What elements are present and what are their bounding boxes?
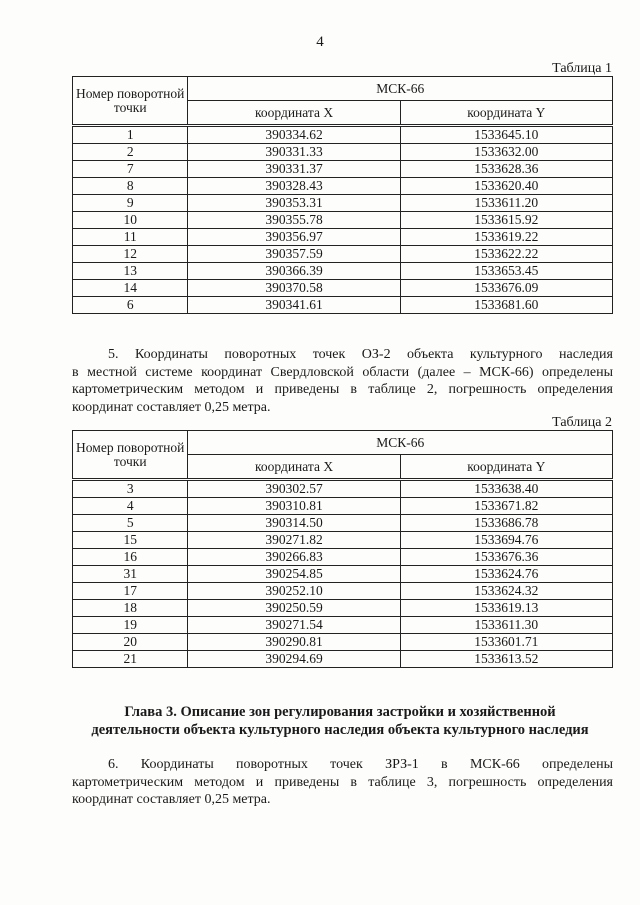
table-row [73, 617, 613, 634]
table-row [73, 498, 613, 515]
point-number-cell: 15 [73, 532, 188, 549]
paragraph-line: картометрическим методом и приведены в таблице 3, погрешность определения [72, 774, 613, 790]
coord-y-cell: 1533676.36 [400, 549, 612, 566]
coord-x-cell: 390357.59 [188, 246, 400, 263]
coord-y-cell: 1533620.40 [400, 178, 612, 195]
coord-x-cell: 390290.81 [188, 634, 400, 651]
coord-y-cell: 1533619.22 [400, 229, 612, 246]
point-number-cell: 19 [73, 617, 188, 634]
page-number: 4 [316, 34, 324, 50]
coord-x-cell: 390341.61 [188, 297, 400, 314]
header-point-number: Номер поворотной точки [73, 77, 188, 126]
coord-y-cell: 1533613.52 [400, 651, 612, 668]
coord-x-cell: 390271.82 [188, 532, 400, 549]
paragraph-line: 5. Координаты поворотных точек ОЗ-2 объекта культурного наследия [108, 347, 613, 362]
paragraph-line: координат составляет 0,25 метра. [72, 792, 271, 807]
heading-line: Глава 3. Описание зон регулирования застройки и хозяйственной [124, 704, 556, 720]
table2 [72, 430, 613, 668]
table-row [73, 263, 613, 280]
coord-y-cell: 1533671.82 [400, 498, 612, 515]
coord-x-cell: 390254.85 [188, 566, 400, 583]
coord-y-cell: 1533611.30 [400, 617, 612, 634]
point-number-cell: 7 [73, 161, 188, 178]
coord-x-cell: 390250.59 [188, 600, 400, 617]
point-number-cell: 31 [73, 566, 188, 583]
point-number-cell: 10 [73, 212, 188, 229]
header-coord-y: координата Y [400, 455, 612, 480]
point-number-cell: 18 [73, 600, 188, 617]
coord-y-cell: 1533622.22 [400, 246, 612, 263]
coord-y-cell: 1533624.76 [400, 566, 612, 583]
point-number-cell: 9 [73, 195, 188, 212]
table-row [73, 480, 613, 498]
point-number-cell: 13 [73, 263, 188, 280]
table-row [73, 549, 613, 566]
point-number-cell: 4 [73, 498, 188, 515]
paragraph-line: 6. Координаты поворотных точек ЗРЗ-1 в МСК-66 определены [108, 757, 613, 772]
table-row [73, 229, 613, 246]
point-number-cell: 1 [73, 126, 188, 144]
coord-y-cell: 1533638.40 [400, 480, 612, 498]
point-number-cell: 11 [73, 229, 188, 246]
coord-x-cell: 390310.81 [188, 498, 400, 515]
coord-x-cell: 390252.10 [188, 583, 400, 600]
table-row [73, 583, 613, 600]
table-row [73, 515, 613, 532]
coord-y-cell: 1533686.78 [400, 515, 612, 532]
coord-y-cell: 1533653.45 [400, 263, 612, 280]
coord-x-cell: 390331.33 [188, 144, 400, 161]
coord-x-cell: 390334.62 [188, 126, 400, 144]
coord-x-cell: 390366.39 [188, 263, 400, 280]
point-number-cell: 16 [73, 549, 188, 566]
table-row [73, 634, 613, 651]
paragraph-line: картометрическим методом и приведены в таблице 2, погрешность определения [72, 382, 613, 397]
coord-y-cell: 1533632.00 [400, 144, 612, 161]
header-coord-x: координата X [188, 101, 400, 126]
point-number-cell: 6 [73, 297, 188, 314]
point-number-cell: 20 [73, 634, 188, 651]
chapter-3-heading [60, 703, 620, 739]
coord-y-cell: 1533619.13 [400, 600, 612, 617]
table-row [73, 280, 613, 297]
point-number-cell: 21 [73, 651, 188, 668]
paragraph-line: координат составляет 0,25 метра. [72, 399, 271, 415]
table-row [73, 126, 613, 144]
coord-y-cell: 1533624.32 [400, 583, 612, 600]
header-point-number: Номер поворотной точки [73, 431, 188, 480]
header-coordinate-system: МСК-66 [188, 77, 613, 101]
coord-x-cell: 390266.83 [188, 549, 400, 566]
coord-y-cell: 1533628.36 [400, 161, 612, 178]
table-row [73, 297, 613, 314]
point-number-cell: 12 [73, 246, 188, 263]
coord-y-cell: 1533676.09 [400, 280, 612, 297]
coord-y-cell: 1533611.20 [400, 195, 612, 212]
point-number-cell: 17 [73, 583, 188, 600]
coord-x-cell: 390331.37 [188, 161, 400, 178]
coord-y-cell: 1533615.92 [400, 212, 612, 229]
header-coordinate-system: МСК-66 [188, 431, 613, 455]
table-row [73, 195, 613, 212]
point-number-cell: 14 [73, 280, 188, 297]
paragraph-6 [72, 756, 613, 809]
table-row [73, 566, 613, 583]
paragraph-line: в местной системе координат Свердловской области (далее – МСК-66) определены [72, 364, 613, 380]
coord-x-cell: 390302.57 [188, 480, 400, 498]
coord-x-cell: 390370.58 [188, 280, 400, 297]
point-number-cell: 8 [73, 178, 188, 195]
coord-y-cell: 1533694.76 [400, 532, 612, 549]
coord-y-cell: 1533681.60 [400, 297, 612, 314]
point-number-cell: 3 [73, 480, 188, 498]
table1 [72, 76, 613, 314]
table-row [73, 246, 613, 263]
coord-x-cell: 390356.97 [188, 229, 400, 246]
coord-x-cell: 390314.50 [188, 515, 400, 532]
table2-caption: Таблица 2 [552, 415, 612, 430]
point-number-cell: 5 [73, 515, 188, 532]
heading-line: деятельности объекта культурного наследия объекта культурного наследия [91, 722, 589, 738]
table-row [73, 178, 613, 195]
header-coord-y: координата Y [400, 101, 612, 126]
header-coord-x: координата X [188, 455, 400, 480]
coord-y-cell: 1533601.71 [400, 634, 612, 651]
table-row [73, 161, 613, 178]
coord-x-cell: 390355.78 [188, 212, 400, 229]
coord-x-cell: 390353.31 [188, 195, 400, 212]
table-row [73, 651, 613, 668]
coord-x-cell: 390328.43 [188, 178, 400, 195]
table-row [73, 212, 613, 229]
coord-x-cell: 390271.54 [188, 617, 400, 634]
table1-caption: Таблица 1 [552, 61, 612, 76]
paragraph-5 [72, 346, 613, 416]
point-number-cell: 2 [73, 144, 188, 161]
table-row [73, 600, 613, 617]
coord-y-cell: 1533645.10 [400, 126, 612, 144]
table-row [73, 144, 613, 161]
coord-x-cell: 390294.69 [188, 651, 400, 668]
table-row [73, 532, 613, 549]
